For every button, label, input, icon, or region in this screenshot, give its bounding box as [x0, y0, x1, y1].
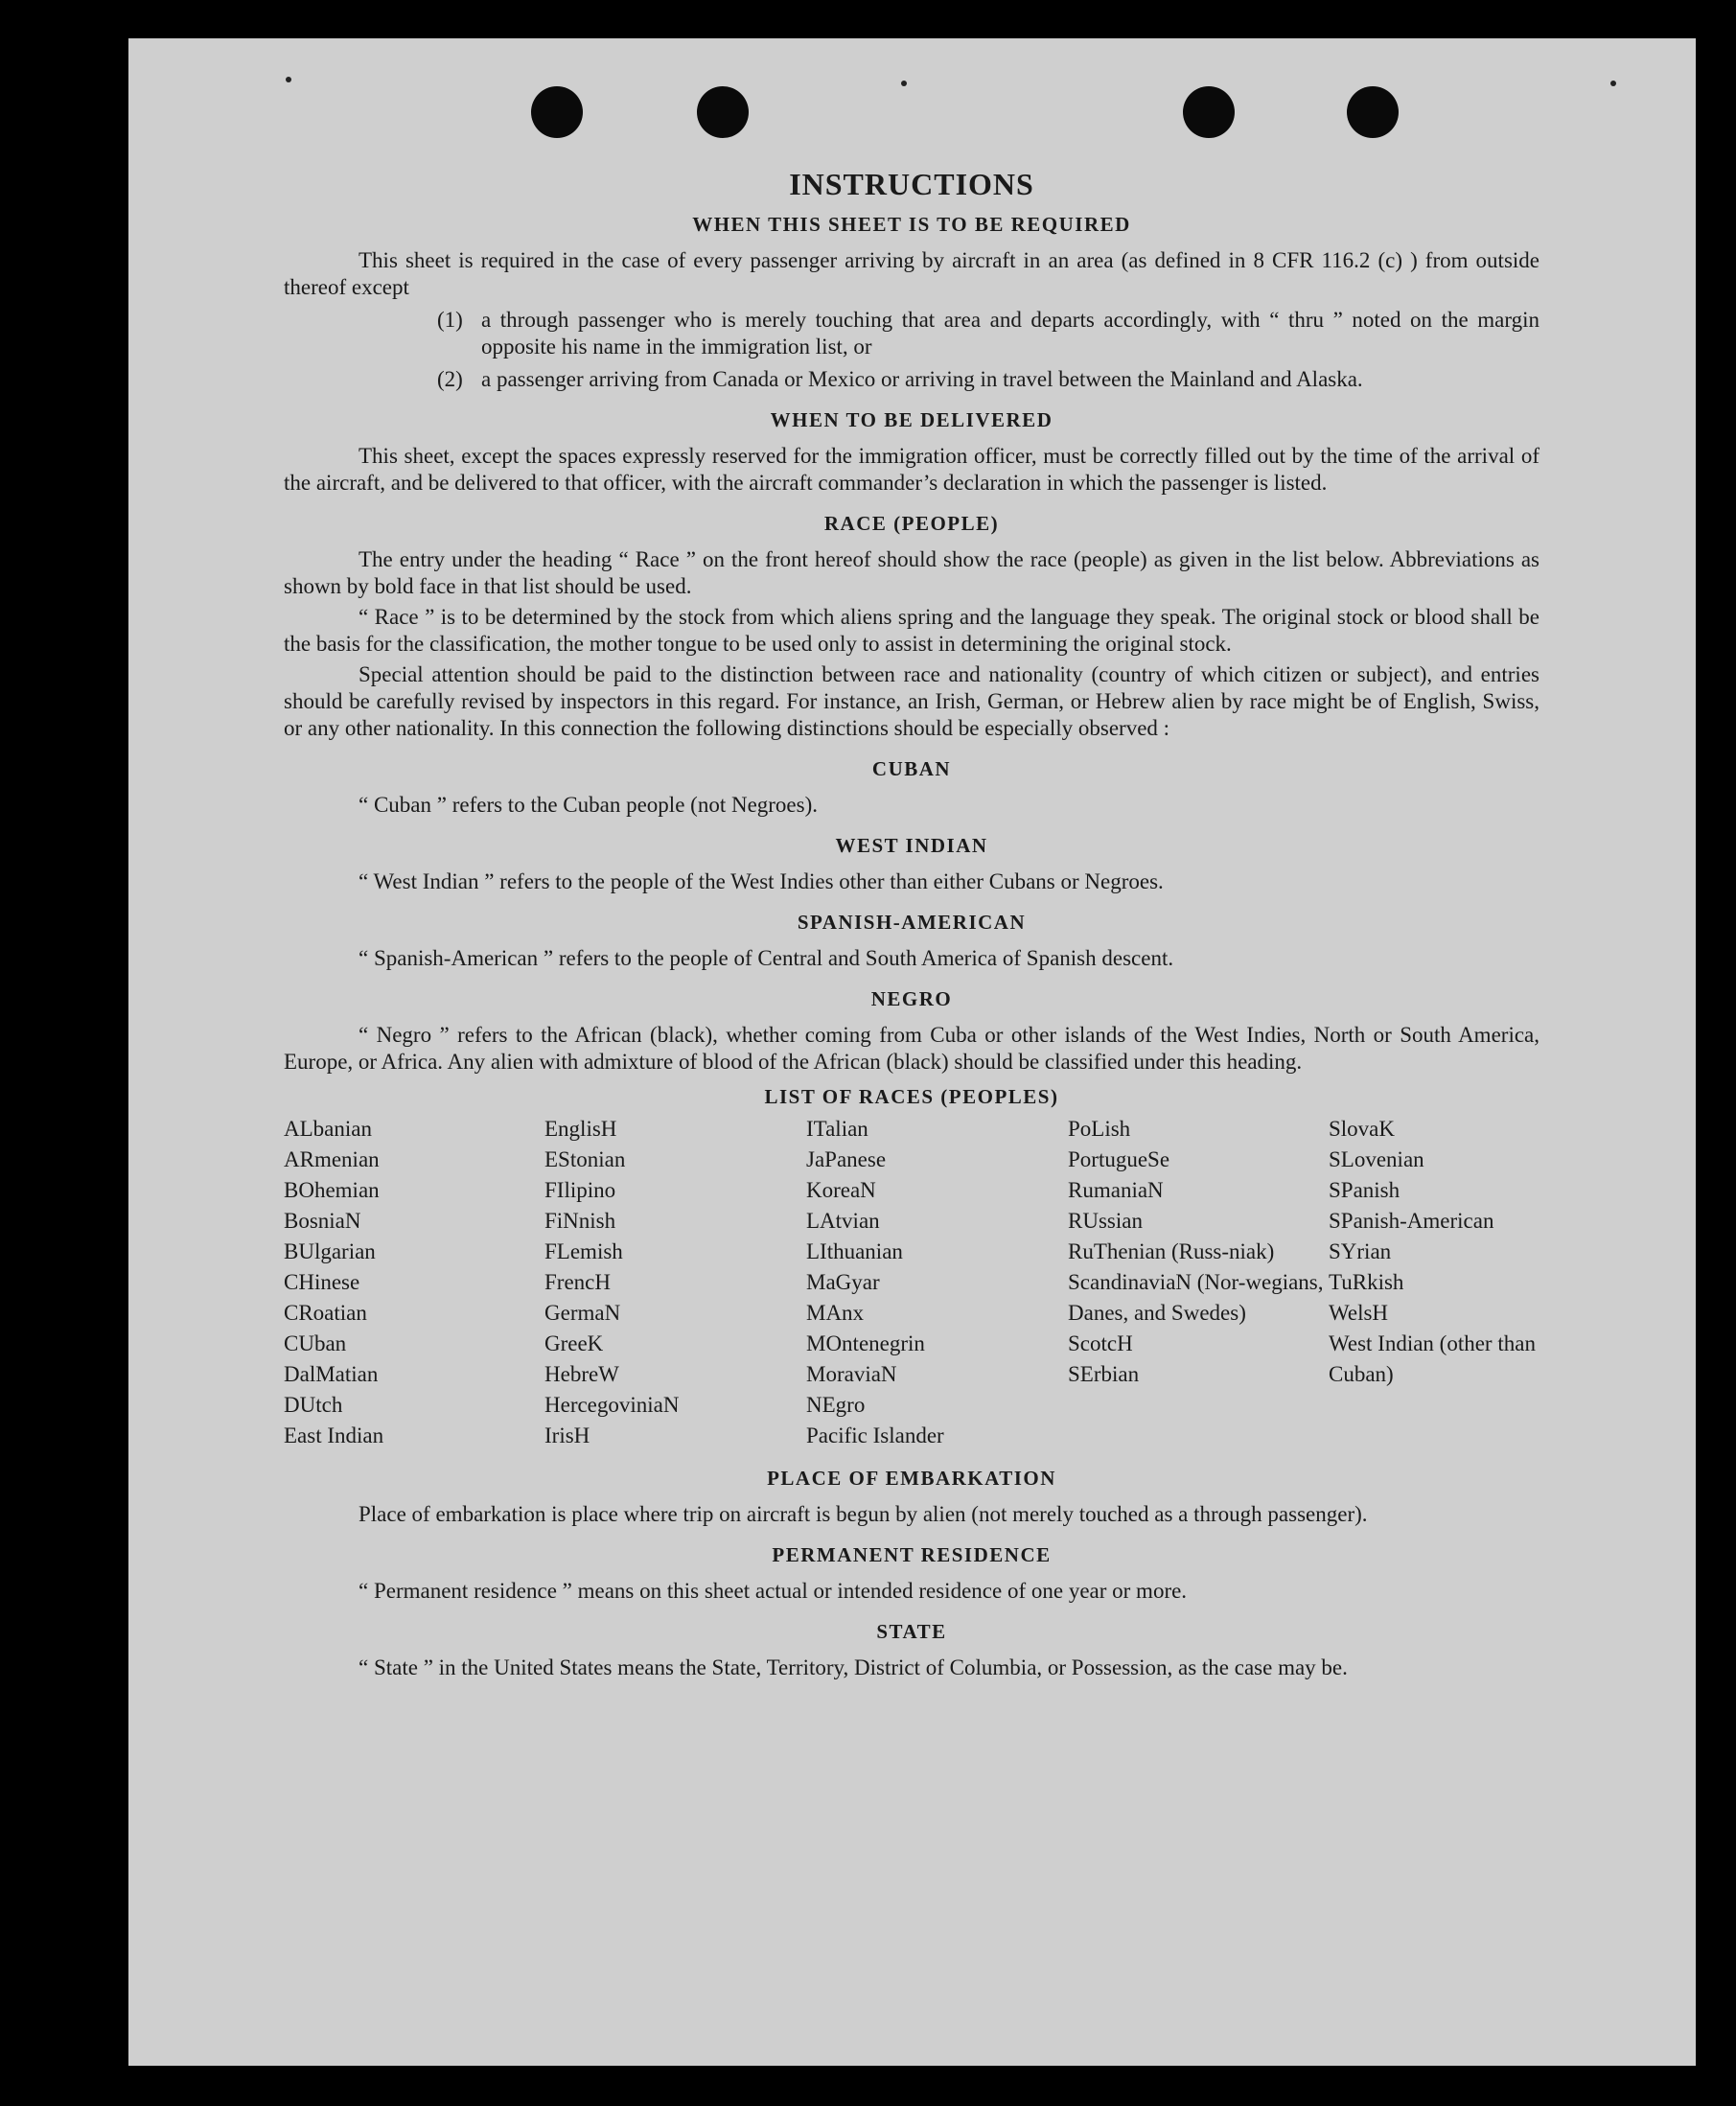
definition: “ Negro ” refers to the African (black), whether coming from Cuba or other islands of the West Indies, North or South America, Europe, or Africa. Any alien with admixture of blood of the African (black) should be classified under this heading.	[284, 1023, 1539, 1074]
race-entry: FiNnish	[544, 1209, 616, 1233]
punch-hole	[1347, 86, 1399, 138]
definition: “ State ” in the United States means the State, Territory, District of Columbia, or Possession, as the case may be.	[359, 1655, 1348, 1679]
race-entry: ARmenian	[284, 1147, 380, 1171]
race-entry: West Indian (other than Cuban)	[1329, 1331, 1536, 1386]
race-entry: MaGyar	[806, 1270, 880, 1294]
race-entry: MAnx	[806, 1301, 865, 1325]
race-entry: BUlgarian	[284, 1239, 376, 1263]
race-entry: PortugueSe	[1068, 1147, 1170, 1171]
punch-hole	[531, 86, 583, 138]
race-entry: BOhemian	[284, 1178, 380, 1202]
section-heading: NEGRO	[870, 987, 953, 1010]
definition: Place of embarkation is place where trip on aircraft is begun by alien (not merely touched as a through passenger).	[359, 1502, 1368, 1526]
race-entry: MoraviaN	[806, 1362, 897, 1386]
race-entry: EStonian	[544, 1147, 626, 1171]
race-entry: PoLish	[1068, 1117, 1131, 1141]
race-entry: BosniaN	[284, 1209, 361, 1233]
race-entry: SYrian	[1329, 1239, 1392, 1263]
race-entry: ScotcH	[1068, 1331, 1133, 1355]
races-list	[284, 1114, 1539, 1451]
race-entry: FLemish	[544, 1239, 623, 1263]
race-entry: NEgro	[806, 1393, 866, 1417]
definition: “ Permanent residence ” means on this sheet actual or intended residence of one year or more.	[359, 1579, 1188, 1603]
race-entry: DalMatian	[284, 1362, 379, 1386]
section-heading: LIST OF RACES (PEOPLES)	[764, 1085, 1059, 1108]
race-entry: MOntenegrin	[806, 1331, 925, 1355]
race-entry: CRoatian	[284, 1301, 367, 1325]
race-entry: SPanish-American	[1329, 1209, 1494, 1233]
section-heading: STATE	[876, 1620, 947, 1643]
section-heading: WEST INDIAN	[835, 834, 988, 857]
race-entry: RuThenian (Russ-niak)	[1068, 1239, 1275, 1263]
race-entry: CUban	[284, 1331, 347, 1355]
section-heading: SPANISH-AMERICAN	[797, 911, 1027, 934]
race-entry: FIlipino	[544, 1178, 616, 1202]
race-entry: SErbian	[1068, 1362, 1140, 1386]
paragraph: The entry under the heading “ Race ” on the front hereof should show the race (people) as given in the list below. Abbreviations as shown by bold face in that list should be used.	[284, 547, 1539, 598]
paragraph: This sheet is required in the case of every passenger arriving by aircraft in an area (as defined in 8 CFR 116.2 (c) ) from outside thereof except	[284, 248, 1539, 299]
section-heading: PLACE OF EMBARKATION	[767, 1467, 1056, 1490]
races-column	[544, 1114, 806, 1451]
race-entry: HercegoviniaN	[544, 1393, 680, 1417]
race-entry: GreeK	[544, 1331, 604, 1355]
races-column	[284, 1114, 544, 1451]
race-entry: DUtch	[284, 1393, 343, 1417]
section-heading: CUBAN	[871, 757, 952, 780]
race-entry: Pacific Islander	[806, 1423, 944, 1447]
list-item: (1) a through passenger who is merely touching that area and departs accordingly, with “ thru ” noted on the margin opposite his name in the immigration list, or	[437, 308, 1539, 359]
race-entry: ScandinaviaN (Nor-wegians, Danes, and Swedes)	[1068, 1270, 1324, 1325]
race-entry: GermaN	[544, 1301, 621, 1325]
punch-hole	[1183, 86, 1235, 138]
list-item: (2) a passenger arriving from Canada or Mexico or arriving in travel between the Mainland and Alaska.	[437, 367, 1363, 391]
race-entry: RumaniaN	[1068, 1178, 1164, 1202]
race-entry: WelsH	[1329, 1301, 1389, 1325]
page-title: INSTRUCTIONS	[789, 167, 1034, 201]
speck	[1610, 81, 1616, 86]
race-entry: HebreW	[544, 1362, 619, 1386]
race-entry: East Indian	[284, 1423, 384, 1447]
paragraph: This sheet, except the spaces expressly reserved for the immigration officer, must be correctly filled out by the time of the arrival of the aircraft, and be delivered to that officer, with the aircraft commander’s declaration in which the passenger is listed.	[284, 444, 1539, 495]
speck	[901, 81, 907, 86]
races-column	[806, 1114, 1068, 1451]
races-column	[1329, 1114, 1539, 1451]
section-heading: WHEN TO BE DELIVERED	[770, 408, 1053, 431]
race-entry: ALbanian	[284, 1117, 372, 1141]
race-entry: EnglisH	[544, 1117, 617, 1141]
race-entry: KoreaN	[806, 1178, 876, 1202]
race-entry: JaPanese	[806, 1147, 887, 1171]
race-entry: SlovaK	[1329, 1117, 1395, 1141]
race-entry: IrisH	[544, 1423, 590, 1447]
race-entry: RUssian	[1068, 1209, 1143, 1233]
definition: “ Cuban ” refers to the Cuban people (not Negroes).	[359, 793, 819, 817]
section-heading: RACE (PEOPLE)	[823, 512, 1000, 535]
race-entry: CHinese	[284, 1270, 360, 1294]
race-entry: SPanish	[1329, 1178, 1400, 1202]
section-heading: WHEN THIS SHEET IS TO BE REQUIRED	[692, 213, 1131, 236]
definition: “ Spanish-American ” refers to the people of Central and South America of Spanish descent.	[359, 946, 1174, 970]
paragraph: “ Race ” is to be determined by the stock from which aliens spring and the language they speak. The original stock or blood shall be the basis for the classification, the mother tongue to be used only to assist in determining the original stock.	[284, 605, 1539, 656]
speck	[286, 77, 291, 82]
race-entry: SLovenian	[1329, 1147, 1424, 1171]
definition: “ West Indian ” refers to the people of the West Indies other than either Cubans or Negroes.	[359, 869, 1164, 893]
race-entry: LAtvian	[806, 1209, 880, 1233]
paragraph: Special attention should be paid to the distinction between race and nationality (country of which citizen or subject), and entries should be carefully revised by inspectors in this regard. For instance, an Irish, German, or Hebrew alien by race might be of English, Swiss, or any other nationality. In this connection the following distinctions should be especially observed :	[284, 662, 1539, 740]
race-entry: TuRkish	[1329, 1270, 1404, 1294]
race-entry: LIthuanian	[806, 1239, 903, 1263]
punch-hole	[697, 86, 749, 138]
races-column	[1068, 1114, 1329, 1451]
document-body	[284, 163, 1539, 1685]
section-heading: PERMANENT RESIDENCE	[772, 1543, 1052, 1566]
race-entry: FrencH	[544, 1270, 611, 1294]
race-entry: ITalian	[806, 1117, 868, 1141]
